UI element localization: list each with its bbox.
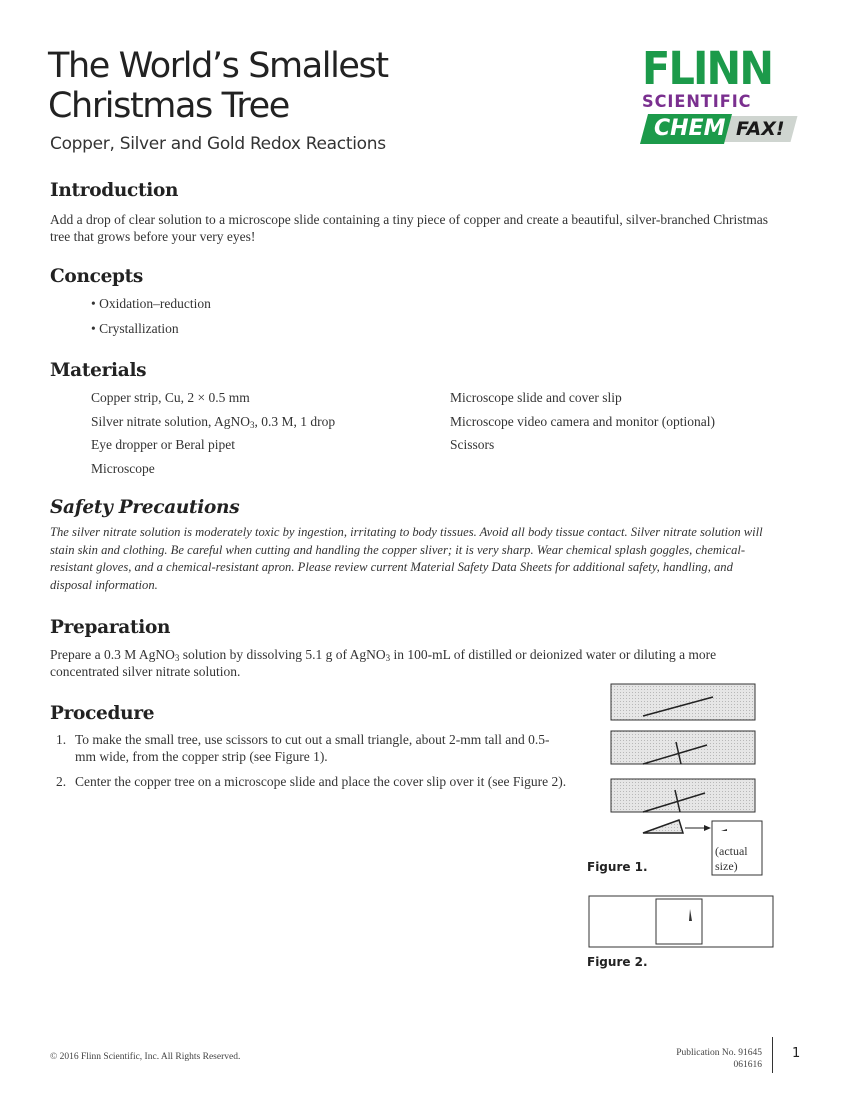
concepts-list [91, 295, 211, 345]
figure-1-label: Figure 1. [587, 860, 648, 874]
logo-chem-box [640, 114, 732, 144]
page-title [48, 46, 568, 126]
materials-heading: Materials [50, 360, 147, 381]
footer-date-code: 061616 [733, 1060, 762, 1070]
material-item: Microscope [91, 461, 155, 477]
concepts-heading: Concepts [50, 266, 144, 287]
figure-1-illustration [605, 680, 775, 880]
safety-text: The silver nitrate solution is moderately toxic by ingestion, irritating to body tissues. Avoid all body tissue contact. Silver nitrate solution will stain skin and clothing. Be careful when cutting and handling the copper sliver; it is very sharp. Wear chemical splash goggles, chemical-resistant gloves, and a chemical-resistant apron. Please review current Material Safety Data Sheets for additional safety, handling, and disposal information. [50, 525, 763, 592]
concept-item: • Crystallization [91, 320, 211, 345]
flinn-chemfax-logo [640, 42, 800, 150]
title-line-2: Christmas Tree [48, 86, 289, 126]
arrow-head [704, 825, 711, 831]
preparation-heading: Preparation [50, 617, 171, 638]
introduction-heading: Introduction [50, 180, 179, 201]
materials-left-column [91, 389, 335, 484]
material-item-silver-nitrate: Silver nitrate solution, AgNO$_3$, 0.3 M, 1 drop [91, 413, 336, 430]
logo-chemfax-bar [644, 114, 796, 144]
material-item: Copper strip, Cu, 2 × 0.5 mm [91, 390, 250, 405]
title-line-1: The World’s Smallest [48, 46, 388, 86]
figure-2-label: Figure 2. [587, 955, 648, 969]
logo-scientific-text: SCIENTIFIC [642, 92, 752, 112]
footer-divider [772, 1037, 773, 1073]
actual-size-line-1: (actual [715, 844, 748, 858]
material-item: Eye dropper or Beral pipet [91, 437, 235, 453]
material-item: Scissors [450, 437, 495, 453]
copper-strip-2 [611, 731, 755, 764]
figure-2-illustration [588, 895, 778, 950]
logo-fax-text: FAX! [736, 118, 785, 140]
safety-heading: Safety Precautions [50, 497, 240, 518]
introduction-text: Add a drop of clear solution to a microscope slide containing a tiny piece of copper and create a beautiful, silver-branched Christmas tree that grows before your very eyes! [50, 212, 768, 244]
cover-slip [656, 899, 702, 944]
page-number: 1 [792, 1046, 801, 1061]
actual-size-line-2: size) [715, 859, 738, 873]
concept-item: • Oxidation–reduction [91, 295, 211, 320]
procedure-step: 2. Center the copper tree on a microscope slide and place the cover slip over it (see Figure 2). [56, 774, 567, 789]
page-subtitle: Copper, Silver and Gold Redox Reactions [50, 134, 386, 154]
material-item: Microscope video camera and monitor (optional) [450, 413, 716, 429]
procedure-step: 1. To make the small tree, use scissors to cut out a small triangle, about 2-mm tall and 0.5-mm wide, from the copper strip (see Figure 1). [56, 732, 550, 764]
copper-strip-3 [611, 779, 755, 812]
footer-publication: Publication No. 91645 [676, 1048, 762, 1058]
material-item: Microscope slide and cover slip [450, 390, 622, 405]
procedure-list [50, 731, 570, 798]
preparation-text: Prepare a 0.3 M AgNO$_3$ solution by dissolving 5.1 g of AgNO$_3$ in 100-mL of distilled or deionized water or diluting a more concentrated silver nitrate solution. [50, 647, 717, 679]
cut-copper-triangle [643, 820, 683, 833]
footer-copyright: © 2016 Flinn Scientific, Inc. All Rights Reserved. [50, 1052, 241, 1062]
logo-flinn-text: FLINN [642, 42, 773, 95]
logo-chem-text: CHEM [654, 116, 726, 141]
materials-right-column [450, 389, 715, 460]
procedure-heading: Procedure [50, 703, 155, 724]
copper-strip-1 [611, 684, 755, 720]
